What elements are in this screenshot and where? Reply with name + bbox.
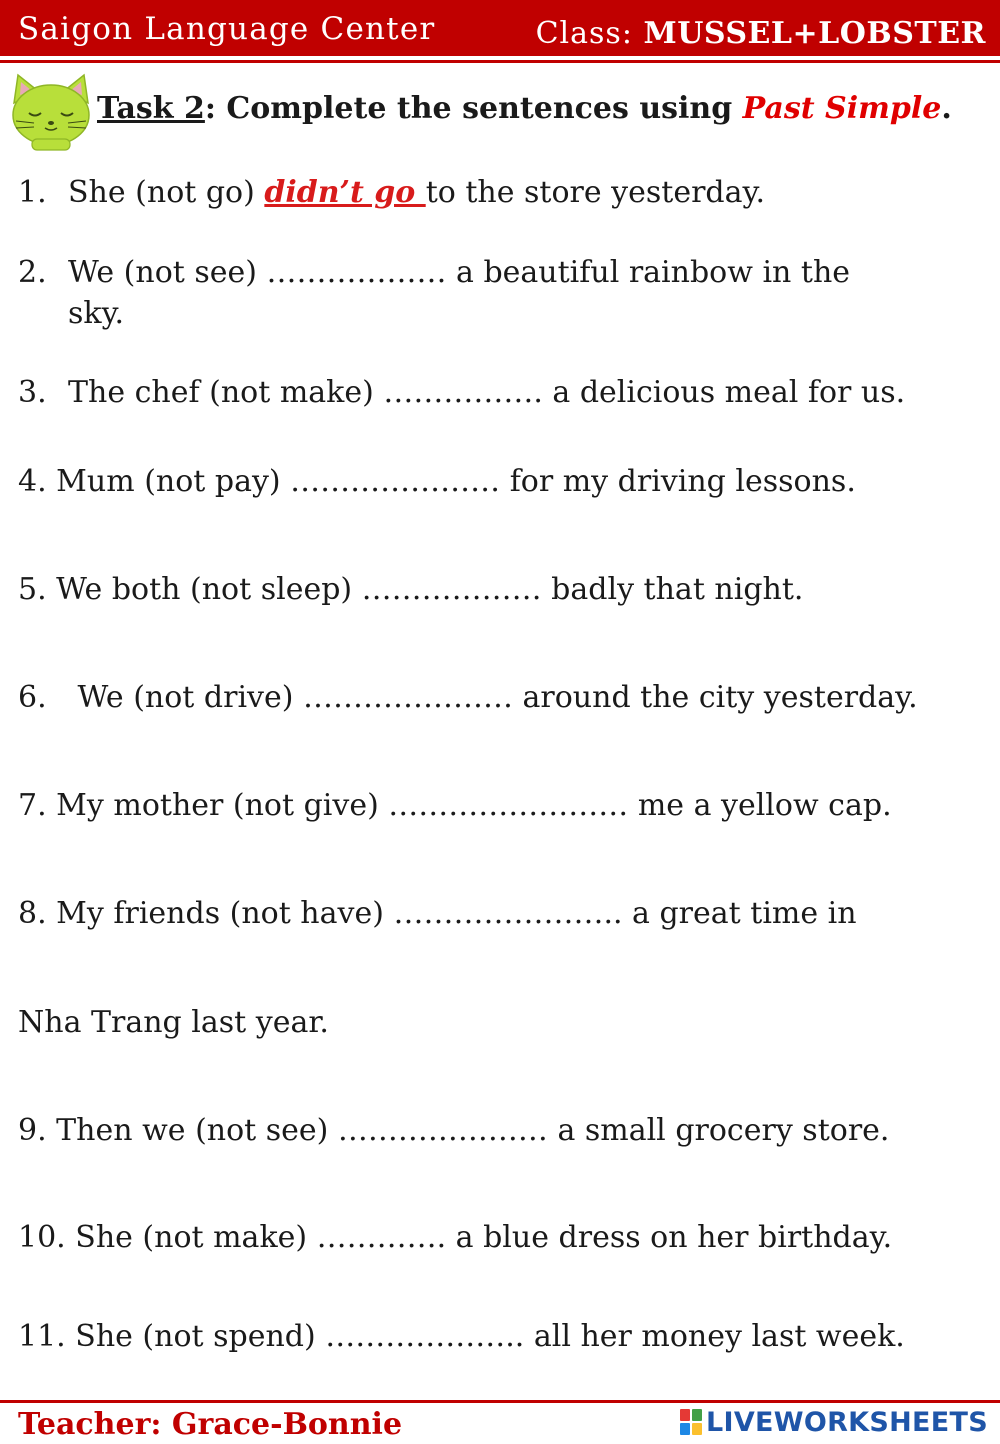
item-text[interactable]: We (not drive) ………………… around the city yesterday. bbox=[68, 680, 918, 715]
item-number: 9. bbox=[18, 1113, 47, 1148]
item-number: 5. bbox=[18, 572, 47, 607]
item-number: 10. bbox=[18, 1220, 66, 1255]
task-text: : Complete the sentences using bbox=[204, 91, 743, 126]
exercise-item-10 bbox=[18, 1220, 893, 1255]
exercise-item-7 bbox=[18, 788, 892, 823]
item-number: 4. bbox=[18, 464, 47, 499]
exercise-item-4 bbox=[18, 464, 856, 499]
header-bar bbox=[0, 0, 1000, 56]
exercise-item-8 bbox=[18, 896, 857, 931]
item-prompt: She (not go) bbox=[68, 175, 265, 210]
item-text[interactable]: She (not spend) ……………….. all her money last week. bbox=[75, 1319, 905, 1354]
exercise-item-6 bbox=[18, 680, 918, 715]
liveworksheets-logo-icon bbox=[680, 1409, 702, 1435]
footer-divider bbox=[0, 1400, 1000, 1403]
item-2-continuation: sky. bbox=[68, 296, 125, 331]
item-number: 1. bbox=[18, 175, 47, 210]
item-text[interactable]: We both (not sleep) ……………… badly that night. bbox=[56, 572, 804, 607]
item-text[interactable]: My friends (not have) ………………….. a great time in bbox=[56, 896, 857, 931]
item-text[interactable]: She (not make) …………. a blue dress on her birthday. bbox=[75, 1220, 893, 1255]
item-number: 7. bbox=[18, 788, 47, 823]
item-number: 3. bbox=[18, 375, 47, 410]
exercise-item-3 bbox=[18, 375, 906, 410]
item-text[interactable]: Then we (not see) ………………… a small grocery store. bbox=[56, 1113, 890, 1148]
task-end: . bbox=[941, 91, 952, 126]
task-label: Task 2 bbox=[97, 91, 205, 126]
item-text[interactable]: My mother (not give) …………………… me a yellow cap. bbox=[56, 788, 892, 823]
exercise-item-11 bbox=[18, 1319, 905, 1354]
task-instruction bbox=[97, 91, 952, 126]
header-divider bbox=[0, 60, 1000, 63]
item-8-continuation: Nha Trang last year. bbox=[18, 1005, 329, 1040]
class-name: MUSSEL+LOBSTER bbox=[643, 16, 986, 51]
brand-text: LIVEWORKSHEETS bbox=[705, 1406, 988, 1438]
answer-blank[interactable]: didn’t go bbox=[264, 175, 426, 210]
exercise-item-2 bbox=[18, 255, 851, 290]
item-text[interactable]: We (not see) ……………… a beautiful rainbow in the bbox=[68, 255, 851, 290]
exercise-item-9 bbox=[18, 1113, 890, 1148]
item-number: 8. bbox=[18, 896, 47, 931]
item-text[interactable]: Mum (not pay) ………………… for my driving lessons. bbox=[56, 464, 856, 499]
center-name: Saigon Language Center bbox=[18, 11, 436, 47]
task-tense: Past Simple bbox=[742, 91, 942, 126]
item-number: 6. bbox=[18, 680, 47, 715]
class-label: Class: bbox=[535, 16, 633, 51]
teacher-name: Teacher: Grace-Bonnie bbox=[18, 1407, 403, 1442]
item-rest: to the store yesterday. bbox=[425, 175, 766, 210]
item-number: 2. bbox=[18, 255, 47, 290]
cat-mascot-icon bbox=[8, 73, 94, 151]
exercise-item-1 bbox=[18, 175, 766, 210]
item-text[interactable]: The chef (not make) ……………. a delicious meal for us. bbox=[68, 375, 906, 410]
class-info bbox=[535, 16, 986, 51]
exercise-item-5 bbox=[18, 572, 804, 607]
item-number: 11. bbox=[18, 1319, 66, 1354]
liveworksheets-brand[interactable] bbox=[680, 1406, 988, 1438]
